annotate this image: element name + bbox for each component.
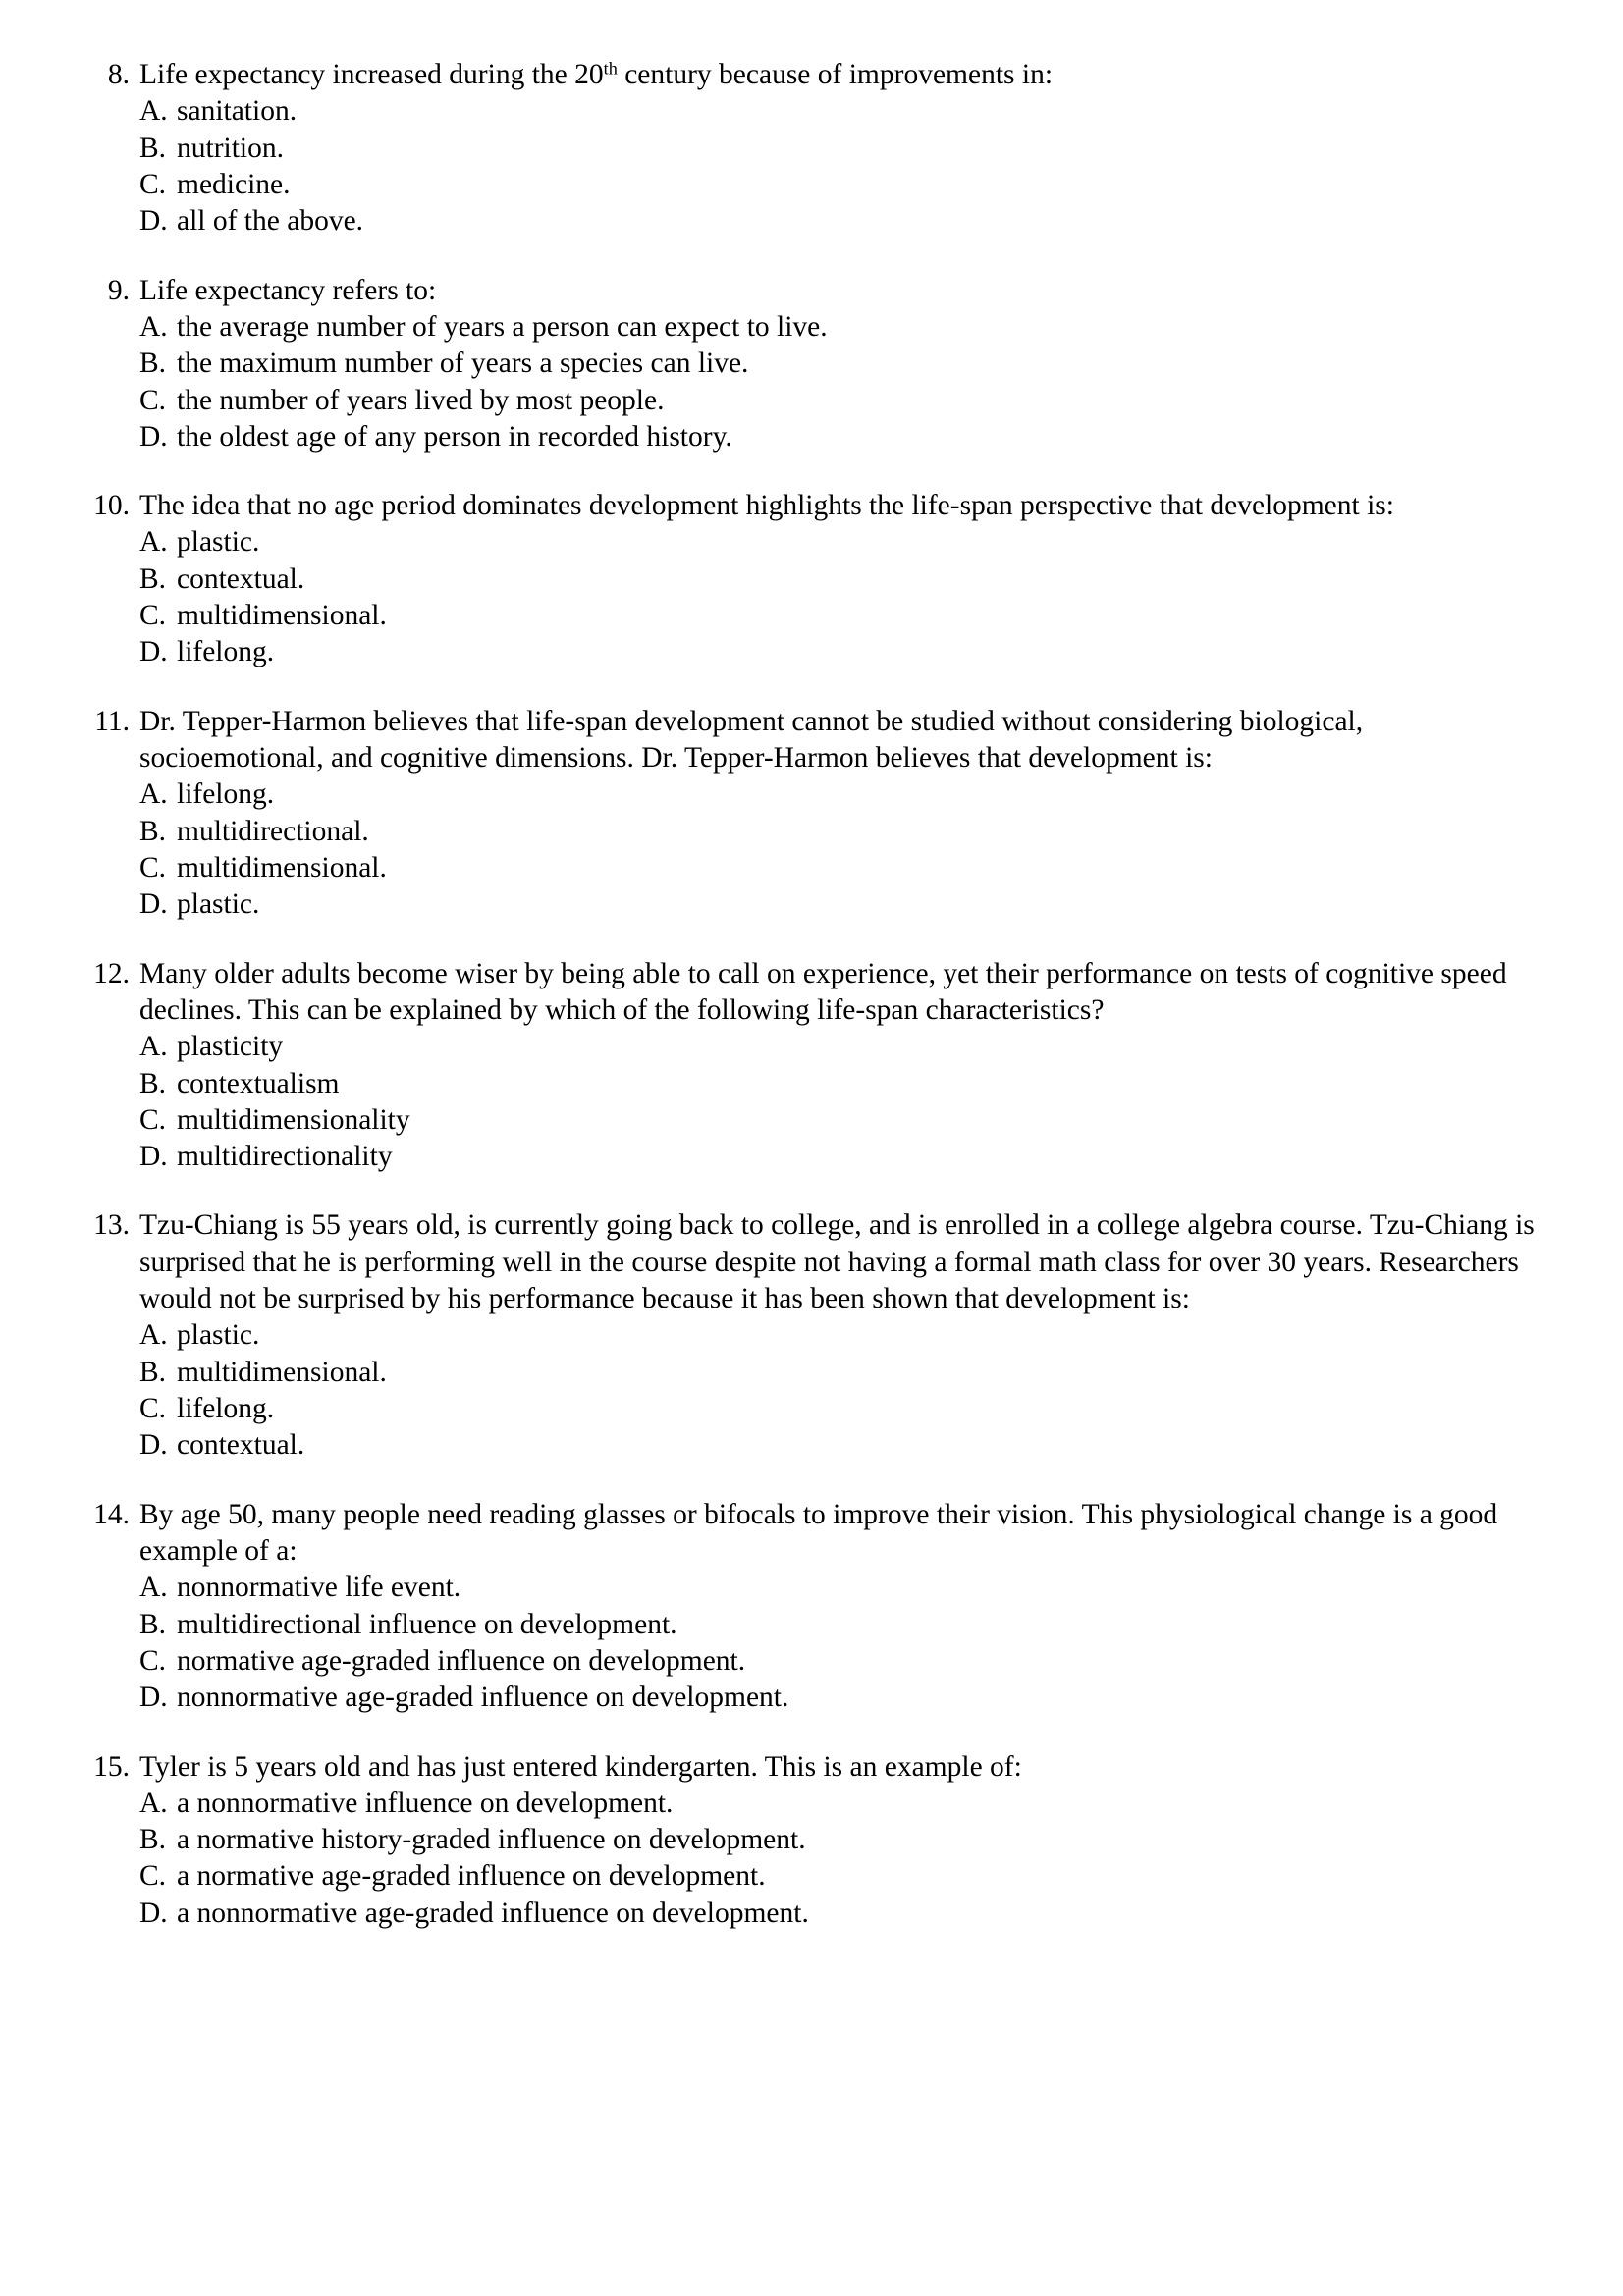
option-letter: C.: [139, 168, 167, 200]
question-item: [86, 488, 1540, 671]
question-item: [86, 1207, 1540, 1464]
option-text: the maximum number of years a species can live.: [177, 347, 749, 380]
option-item[interactable]: [139, 131, 1540, 167]
option-item[interactable]: [139, 1570, 1540, 1606]
option-list: [86, 1570, 1540, 1716]
question-stem: [86, 1749, 1540, 1786]
option-letter: A.: [139, 1572, 168, 1604]
option-item[interactable]: [139, 309, 1540, 346]
question-stem: [86, 1207, 1540, 1317]
option-item[interactable]: [139, 93, 1540, 130]
option-item[interactable]: [139, 850, 1540, 886]
option-text: multidimensional.: [177, 600, 387, 632]
option-text: contextual.: [177, 1429, 305, 1462]
question-item: [86, 1749, 1540, 1933]
question-number: 14.: [93, 1498, 130, 1530]
question-stem-text: Many older adults become wiser by being able to call on experience, yet their performance on tests of cognitive speed declines. This can be explained by which of the following life-span characteristics?: [139, 957, 1507, 1026]
option-item[interactable]: [139, 1029, 1540, 1065]
option-text: nonnormative age-graded influence on development.: [177, 1682, 789, 1714]
question-list: [86, 57, 1540, 1932]
option-text: sanitation.: [177, 95, 298, 128]
question-number: 9.: [107, 274, 130, 306]
option-text: medicine.: [177, 168, 291, 200]
option-letter: A.: [139, 310, 168, 343]
question-item: [86, 704, 1540, 924]
option-text: lifelong.: [177, 636, 275, 668]
question-stem: [86, 273, 1540, 309]
option-item[interactable]: [139, 167, 1540, 203]
option-item[interactable]: [139, 419, 1540, 455]
option-letter: B.: [139, 562, 167, 595]
option-letter: B.: [139, 815, 167, 847]
option-item[interactable]: [139, 1391, 1540, 1427]
option-text: lifelong.: [177, 1393, 275, 1424]
question-stem: [86, 956, 1540, 1030]
option-letter: D.: [139, 1141, 168, 1173]
option-letter: B.: [139, 1824, 167, 1856]
option-item[interactable]: [139, 1896, 1540, 1932]
option-item[interactable]: [139, 561, 1540, 598]
option-text: multidimensionality: [177, 1103, 410, 1136]
option-letter: D.: [139, 205, 168, 238]
option-text: the average number of years a person can expect to live.: [177, 310, 828, 343]
option-item[interactable]: [139, 1102, 1540, 1139]
option-list: [86, 309, 1540, 455]
option-item[interactable]: [139, 1786, 1540, 1822]
option-letter: D.: [139, 420, 168, 453]
question-number: 13.: [93, 1209, 130, 1242]
question-item: [86, 1497, 1540, 1717]
option-item[interactable]: [139, 1317, 1540, 1354]
option-text: nonnormative life event.: [177, 1572, 461, 1604]
option-text: multidirectionality: [177, 1141, 393, 1173]
option-text: the oldest age of any person in recorded history.: [177, 420, 732, 453]
option-list: [86, 1786, 1540, 1932]
option-letter: C.: [139, 384, 167, 416]
option-text: plastic.: [177, 526, 260, 559]
option-text: all of the above.: [177, 205, 364, 238]
question-stem-text: By age 50, many people need reading glasses or bifocals to improve their vision. This physiological change is a good example of a:: [139, 1498, 1498, 1567]
question-stem-text: Life expectancy refers to:: [139, 274, 437, 306]
option-item[interactable]: [139, 346, 1540, 382]
option-item[interactable]: [139, 598, 1540, 634]
option-text: a nonnormative age-graded influence on development.: [177, 1896, 809, 1929]
option-item[interactable]: [139, 1139, 1540, 1175]
option-letter: C.: [139, 1860, 167, 1893]
option-letter: C.: [139, 851, 167, 883]
question-stem-text-part-2: century because of improvements in:: [617, 59, 1054, 90]
question-stem: [86, 488, 1540, 524]
option-text: the number of years lived by most people.: [177, 384, 665, 416]
option-text: nutrition.: [177, 132, 284, 164]
option-item[interactable]: [139, 1607, 1540, 1643]
question-item: [86, 273, 1540, 456]
option-letter: C.: [139, 1644, 167, 1677]
option-text: plasticity: [177, 1031, 284, 1063]
option-item[interactable]: [139, 383, 1540, 419]
question-number: 11.: [94, 705, 130, 737]
option-text: plastic.: [177, 888, 260, 921]
option-letter: D.: [139, 1429, 168, 1462]
option-text: a normative history-graded influence on development.: [177, 1824, 806, 1856]
option-letter: C.: [139, 1393, 167, 1424]
option-text: multidimensional.: [177, 851, 387, 883]
option-item[interactable]: [139, 814, 1540, 850]
superscript-ordinal: th: [603, 58, 618, 79]
option-text: lifelong.: [177, 778, 275, 811]
option-text: plastic.: [177, 1319, 260, 1352]
option-text: multidirectional influence on development.: [177, 1608, 677, 1640]
option-letter: A.: [139, 1319, 168, 1352]
option-text: multidimensional.: [177, 1356, 387, 1388]
option-text: normative age-graded influence on development.: [177, 1644, 746, 1677]
option-item[interactable]: [139, 886, 1540, 923]
option-letter: B.: [139, 132, 167, 164]
option-letter: B.: [139, 347, 167, 380]
option-text: a normative age-graded influence on development.: [177, 1860, 766, 1893]
question-stem: [86, 704, 1540, 777]
option-list: [86, 524, 1540, 670]
option-letter: C.: [139, 600, 167, 632]
question-stem-text: Tyler is 5 years old and has just entered kindergarten. This is an example of:: [139, 1750, 1022, 1783]
option-letter: B.: [139, 1608, 167, 1640]
question-item: [86, 956, 1540, 1176]
option-item[interactable]: [139, 203, 1540, 240]
option-item[interactable]: [139, 1427, 1540, 1464]
option-letter: D.: [139, 888, 168, 921]
question-stem-text: The idea that no age period dominates development highlights the life-span perspective that development is:: [139, 490, 1394, 522]
option-list: [86, 1317, 1540, 1464]
option-letter: D.: [139, 1896, 168, 1929]
question-stem: [86, 57, 1540, 93]
option-letter: B.: [139, 1067, 167, 1099]
option-item[interactable]: [139, 1066, 1540, 1102]
option-item[interactable]: [139, 634, 1540, 670]
option-letter: A.: [139, 1787, 168, 1819]
question-number: 8.: [107, 59, 130, 90]
option-letter: B.: [139, 1356, 167, 1388]
option-letter: A.: [139, 1031, 168, 1063]
question-number: 10.: [93, 490, 130, 522]
option-list: [86, 1029, 1540, 1175]
option-text: contextualism: [177, 1067, 340, 1099]
option-item[interactable]: [139, 776, 1540, 813]
option-letter: A.: [139, 526, 168, 559]
option-text: contextual.: [177, 562, 305, 595]
question-stem-text: Tzu-Chiang is 55 years old, is currently going back to college, and is enrolled in a college algebra course. Tzu-Chiang is surprised that he is performing well in the course despite not having a formal math class for over 30 years. Researchers would not be surprised by his performance because it has been shown that development is:: [139, 1209, 1535, 1315]
question-number: 12.: [93, 957, 130, 989]
question-stem-text: Dr. Tepper-Harmon believes that life-span development cannot be studied without considering biological, socioemotional, and cognitive dimensions. Dr. Tepper-Harmon believes that development is:: [139, 705, 1364, 774]
question-number: 15.: [93, 1750, 130, 1783]
question-stem: [86, 1497, 1540, 1571]
question-item: [86, 57, 1540, 240]
option-letter: A.: [139, 778, 168, 811]
option-item[interactable]: [139, 524, 1540, 561]
option-item[interactable]: [139, 1858, 1540, 1895]
option-list: [86, 93, 1540, 240]
option-letter: D.: [139, 1682, 168, 1714]
option-letter: D.: [139, 636, 168, 668]
option-item[interactable]: [139, 1643, 1540, 1680]
option-text: multidirectional.: [177, 815, 369, 847]
option-letter: A.: [139, 95, 168, 128]
question-stem-text-part-1: Life expectancy increased during the 20: [139, 59, 604, 90]
option-item[interactable]: [139, 1355, 1540, 1391]
option-letter: C.: [139, 1103, 167, 1136]
option-text: a nonnormative influence on development.: [177, 1787, 674, 1819]
option-item[interactable]: [139, 1822, 1540, 1858]
option-list: [86, 776, 1540, 923]
option-item[interactable]: [139, 1680, 1540, 1716]
